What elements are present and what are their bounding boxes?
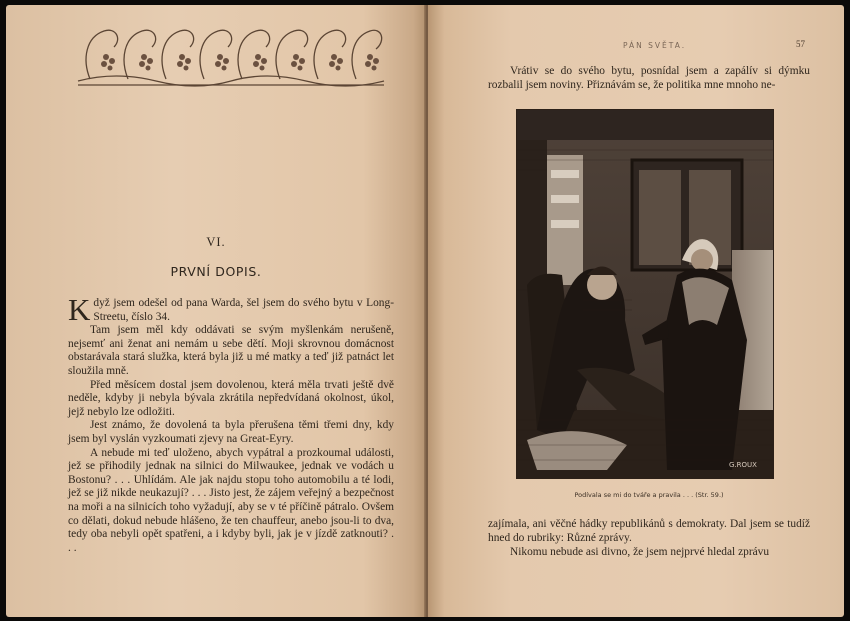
left-page-body: [68, 292, 394, 555]
opening-paragraph: [68, 292, 394, 327]
right-page-top-text: [488, 65, 810, 93]
chapter-number: VI.: [206, 235, 226, 249]
illustration-caption: Podívala se mi do tváře a pravila . . . (Str. 59.): [574, 491, 724, 499]
paragraph: Nikomu nebude asi divno, že jsem nejprvé hledal zprávu: [510, 545, 770, 558]
left-page: [6, 5, 426, 617]
book-spread: [6, 5, 844, 617]
right-page: [428, 5, 844, 617]
ornamental-headpiece: [76, 19, 386, 89]
paragraph: Před měsícem dostal jsem dovolenou, která měla trvati ještě dvě neděle, kdyby ji nebyla bývala zkrátila nepředvídaná okolnost, úkol, jejž nebylo lze odložiti.: [68, 378, 394, 418]
paragraph-continuation: zajímala, ani věčné hádky republikánů s demokraty. Dal jsem se tudíž hned do rubriky: Různé zprávy.: [488, 518, 810, 544]
drop-cap: K: [68, 292, 91, 327]
paragraph: Tam jsem měl kdy oddávati se svým myšlenkám nerušeně, nejsemť ani ženat ani nemám u sebe dětí. Moji skrovnou domácnost obstarávala stará služka, která byla již u mé matky a teď již patnáct let sloužila mně.: [68, 324, 394, 377]
chapter-title: PRVNÍ DOPIS.: [170, 264, 262, 279]
paragraph: A nebude mi teď uloženo, abych vypátral a prozkoumal události, jež se přihodily jednak na silnici do Milwaukee, jednak ve vodách u Bostonu? . . . Uhlídám. Ale jak najdu stopu toho automobilu a té lodi, jež se již nikde neukazují? . . . Jisto jest, že zájem veřejný a bezpečnost na moři a na silnicích toho vyžadují, aby se v té příčině pátralo. Ovšem co dělati, dokud nebude hlášeno, že ten chauffeur, anebo jsou-li to dva, tedy oba nebyli opět spatřeni, a i kdyby byli, jak je v jízdě zatknouti? . . .: [68, 446, 394, 554]
paragraph: Vrátiv se do svého bytu, posnídal jsem a zapálív si dýmku rozbalil jsem noviny. Přiznávám se, že politika mne mnoho ne-: [488, 65, 810, 91]
page-number: 57: [796, 39, 805, 49]
paragraph: Jest známo, že dovolená ta byla přerušena těmi třemi dny, kdy jsem byl vyslán vyzkoumati zjevy na Great-Eyry.: [68, 419, 394, 445]
running-head: PÁN SVĚTA.: [623, 41, 687, 50]
illustration-signature: G.ROUX: [729, 461, 757, 469]
engraving-illustration: [516, 109, 774, 479]
opening-paragraph-text: dyž jsem odešel od pana Warda, šel jsem do svého bytu v Long-Streetu, číslo 34.: [93, 297, 394, 323]
right-page-bottom-text: [488, 518, 810, 559]
